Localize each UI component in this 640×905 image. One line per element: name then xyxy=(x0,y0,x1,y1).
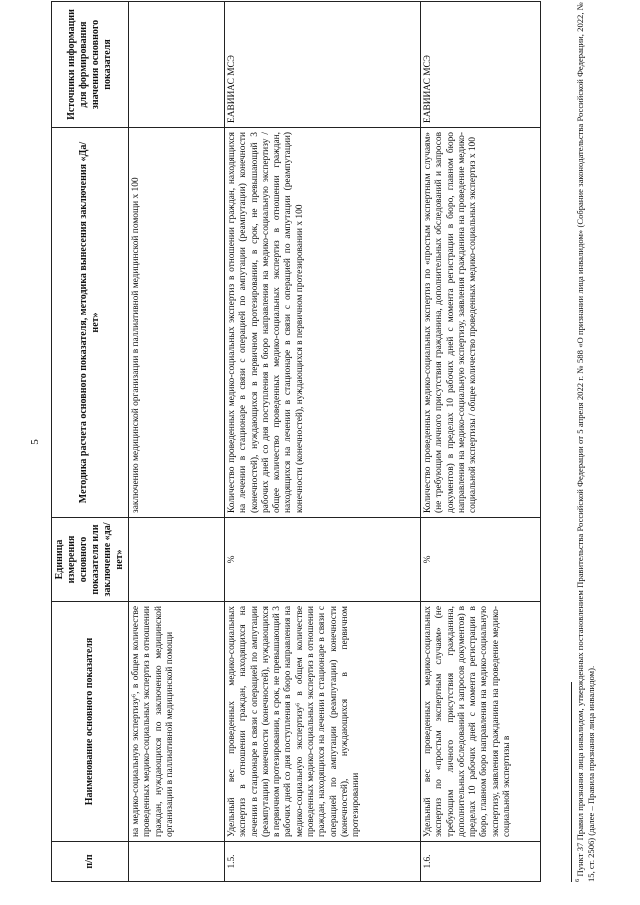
header-method: Методика расчета основного показателя, методика вынесения заключения «Да/нет» xyxy=(52,128,129,518)
header-source: Источники информации для формирования значения основного показателя xyxy=(52,2,129,128)
row-source xyxy=(129,2,225,128)
table-row xyxy=(129,2,225,882)
rotated-page-content xyxy=(29,2,615,882)
table-header-row xyxy=(52,2,129,882)
row-num: 1.5. xyxy=(225,842,421,882)
row-method: Количество проведенных медико-социальных экспертиз по «простым экспертным случаям» (не требующим личного присутствия гражданина, дополнительных обследований и запросов документов) в пределах 10 рабочих дней с момента регистрации в бюро, главном бюро направления на медико-социальную экспертизу, заявления гражданина на проведение медико-социальной экспертизы / общее количество проведенных медико-социальных экспертиз х 100 xyxy=(421,128,541,518)
indicators-table xyxy=(51,1,541,882)
row-method: Количество проведенных медико-социальных экспертиз в отношении граждан, находящихся на лечении в стационаре в связи с операцией по ампутации (реампутации) конечности (конечностей), нуждающихся в первичном протезировании, в срок, не превышающий 3 рабочих дней со дня поступления в бюро направления на медико-социальную экспертизу / общее количество проведенных медико-социальных экспертиз в отношении граждан, находящихся на лечении в стационаре в связи с операцией по ампутации (реампутации) конечности (конечностей), нуждающихся в первичном протезировании х 100 xyxy=(225,128,421,518)
page-number: 5 xyxy=(29,439,41,445)
row-unit: % xyxy=(225,518,421,602)
row-num xyxy=(129,842,225,882)
row-unit: % xyxy=(421,518,541,602)
row-name: на медико-социальную экспертизу⁶, в общем количестве проведенных медико-социальных экспертиз в отношении граждан, нуждающихся по заключению медицинской организации в паллиативной медицинской помощи xyxy=(129,602,225,842)
row-num: 1.6. xyxy=(421,842,541,882)
footnote-mark: 6 xyxy=(574,878,582,882)
row-method: заключению медицинской организации в паллиативной медицинской помощи х 100 xyxy=(129,128,225,518)
table-row xyxy=(225,2,421,882)
table-row xyxy=(421,2,541,882)
header-name: Наименование основного показателя xyxy=(52,602,129,842)
footnote xyxy=(575,2,596,882)
header-num: п/п xyxy=(52,842,129,882)
row-source: ЕАВИИАС МСЭ xyxy=(225,2,421,128)
footnote-divider xyxy=(571,682,572,882)
row-unit xyxy=(129,518,225,602)
footnote-text: Пункт 37 Правил признания лица инвалидом, утвержденных постановлением Правительства Российской Федерации от 5 апреля 2022 г. № 588 «О признании лица инвалидом» (Собрание законодательства Российской Федерации, 2022, № 15, ст. 2506) (далее – Правила признания лица инвалидом). xyxy=(575,2,596,882)
row-source: ЕАВИИАС МСЭ xyxy=(421,2,541,128)
row-name: Удельный вес проведенных медико-социальных экспертиз в отношении граждан, находящихся на лечении в стационаре в связи с операцией по ампутации (реампутации) конечности (конечностей), нуждающихся в первичном протезировании, в срок, не превышающий 3 рабочих дней со дня поступления в бюро направления на медико-социальную экспертизу⁶ в общем количестве проведенных медико-социальных экспертиз в отношении граждан, находящихся на лечении в стационаре в связи с операцией по ампутации (реампутации) конечности (конечностей), нуждающихся в первичном протезировании xyxy=(225,602,421,842)
header-unit: Единица измерения основного показателя или заключение «да/нет» xyxy=(52,518,129,602)
row-name: Удельный вес проведенных медико-социальных экспертиз по «простым экспертным случаям» (не требующим личного присутствия гражданина, дополнительных обследований и запросов документов) в пределах 10 рабочих дней с момента регистрации в бюро, главном бюро направления на медико-социальную экспертизу, заявления гражданина на проведение медико-социальной экспертизы в xyxy=(421,602,541,842)
